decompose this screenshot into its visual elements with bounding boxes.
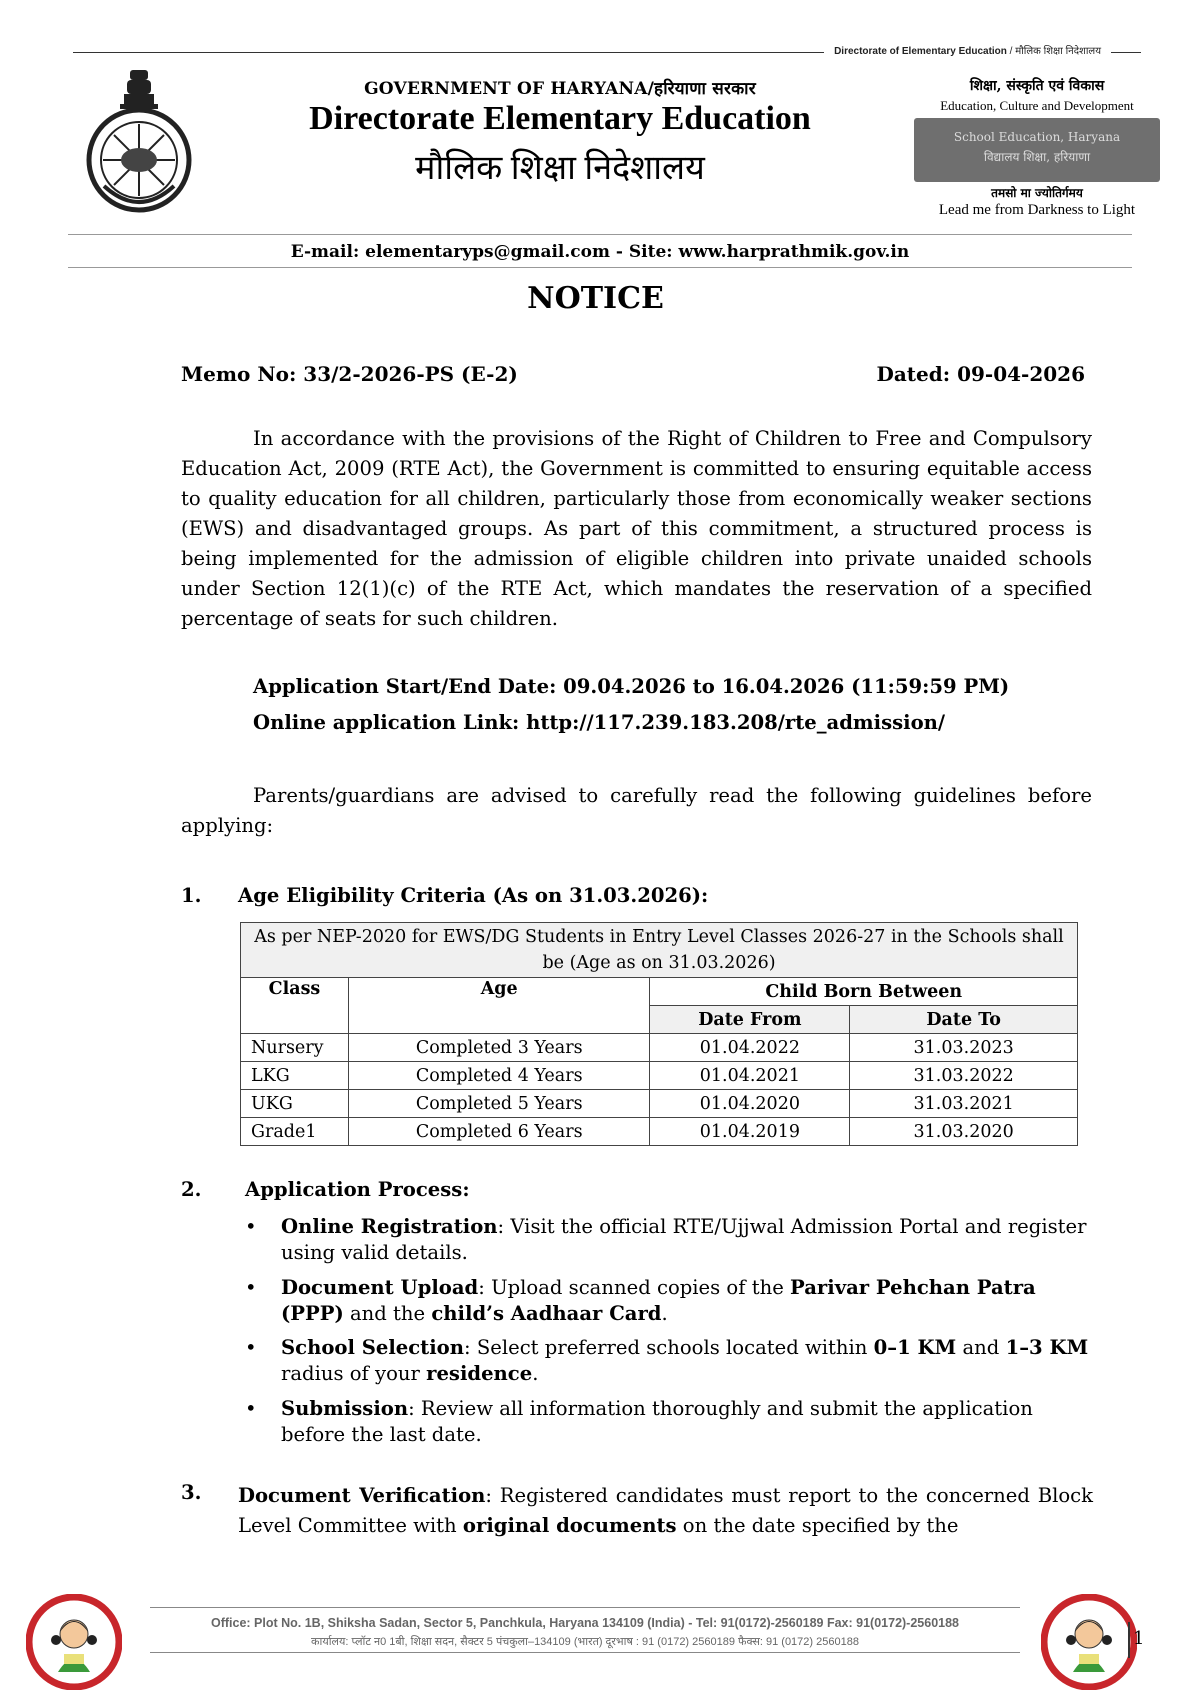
table-row: [241, 1062, 1078, 1090]
table-row: [241, 1118, 1078, 1146]
mascot-girl-icon: [1041, 1594, 1137, 1690]
notice-title: NOTICE: [527, 281, 664, 316]
cell-date-to: 31.03.2021: [850, 1090, 1078, 1118]
cell-date-from: 01.04.2021: [650, 1062, 850, 1090]
mascot-girl-icon: [26, 1594, 122, 1690]
table-header-row: [241, 978, 1078, 1006]
logo-motto-english: Lead me from Darkness to Light: [938, 202, 1136, 218]
cell-class: UKG: [241, 1090, 349, 1118]
memo-date: Dated: 09-04-2026: [876, 362, 1085, 386]
directorate-title-en: Directorate Elementary Education: [309, 100, 811, 137]
page-number-bar: [1128, 1622, 1130, 1658]
haryana-emblem-icon: [84, 68, 194, 213]
table-caption-row: [241, 923, 1078, 978]
footer-address-hi: कार्यालय: प्लॉट न0 1बी, शिक्षा सदन, सैक्टर 5 पंचकुला–134109 (भारत) दूरभाष : 91 (0172) 2560189 फैक्स: 91 (0172) 2560188: [311, 1636, 859, 1648]
application-dates: Application Start/End Date: 09.04.2026 to 16.04.2026 (11:59:59 PM): [253, 675, 1010, 698]
cell-age: Completed 6 Years: [348, 1118, 650, 1146]
footer-address-en: Office: Plot No. 1B, Shiksha Sadan, Sector 5, Panchkula, Haryana 134109 (India) - Tel: 91(0172)-2560189 Fax: 91(0172)-2560188: [210, 1616, 960, 1630]
logo-banner-en: School Education, Haryana: [953, 130, 1121, 144]
logo-banner: [914, 118, 1160, 182]
section-1-number: 1.: [181, 884, 202, 907]
section-2-title: Application Process:: [245, 1178, 470, 1201]
cell-age: Completed 3 Years: [348, 1034, 650, 1062]
header-child-born-between: Child Born Between: [650, 978, 1078, 1006]
header-date-from: Date From: [650, 1006, 850, 1034]
list-item: • School Selection: Select preferred schools located within 0–1 KM and 1–3 KM radius of your residence.: [245, 1335, 1095, 1387]
section-3-paragraph: Document Verification: Registered candidates must report to the concerned Block Level Committee with original documents on the date specified by the: [238, 1484, 1094, 1537]
footer-divider-top: [150, 1607, 1020, 1608]
cell-class: LKG: [241, 1062, 349, 1090]
cell-date-to: 31.03.2023: [850, 1034, 1078, 1062]
section-1-title: Age Eligibility Criteria (As on 31.03.2026):: [238, 884, 709, 907]
top-header-label: Directorate of Elementary Education / मौलिक शिक्षा निदेशालय: [824, 43, 1111, 57]
cell-date-from: 01.04.2020: [650, 1090, 850, 1118]
table-row: [241, 1034, 1078, 1062]
government-line: GOVERNMENT OF HARYANA/हरियाणा सरकार: [364, 79, 756, 99]
table-row: [241, 1090, 1078, 1118]
header-class: Class: [241, 978, 349, 1034]
table-caption: As per NEP-2020 for EWS/DG Students in Entry Level Classes 2026-27 in the Schools shall be (Age as on 31.03.2026): [241, 923, 1078, 978]
cell-date-from: 01.04.2019: [650, 1118, 850, 1146]
advice-paragraph: Parents/guardians are advised to carefully read the following guidelines before applying:: [181, 784, 1092, 837]
list-item: • Online Registration: Visit the official RTE/Ujjwal Admission Portal and register using valid details.: [245, 1214, 1095, 1266]
list-item: • Document Upload: Upload scanned copies of the Parivar Pehchan Patra (PPP) and the child’s Aadhaar Card.: [245, 1275, 1095, 1327]
logo-line-hindi: शिक्षा, संस्कृति एवं विकास: [969, 78, 1105, 94]
logo-line-english: Education, Culture and Development: [940, 98, 1134, 113]
age-eligibility-table: [240, 922, 1078, 1146]
directorate-title-hi: मौलिक शिक्षा निदेशालय: [415, 150, 705, 187]
logo-motto-hindi: तमसो मा ज्योतिर्गमय: [991, 186, 1083, 200]
intro-paragraph: In accordance with the provisions of the Right of Children to Free and Compulsory Education Act, 2009 (RTE Act), the Government is committed to ensuring equitable access to quality education for all children, particularly those from economically weaker sections (EWS) and disadvantaged groups. As part of this commitment, a structured process is being implemented for the admission of eligible children into private unaided schools under Section 12(1)(c) of the RTE Act, which mandates the reservation of a specified percentage of seats for such children.: [181, 427, 1092, 630]
header-age: Age: [348, 978, 650, 1034]
header-divider-bottom: [68, 267, 1132, 268]
page-number: 1: [1133, 1628, 1145, 1649]
logo-banner-hi: विद्यालय शिक्षा, हरियाणा: [983, 150, 1091, 164]
footer-divider-bottom: [150, 1652, 1020, 1653]
contact-line: E-mail: elementaryps@gmail.com - Site: www.harprathmik.gov.in: [290, 242, 910, 262]
header-date-to: Date To: [850, 1006, 1078, 1034]
cell-date-to: 31.03.2020: [850, 1118, 1078, 1146]
list-item: • Submission: Review all information thoroughly and submit the application before the last date.: [245, 1396, 1095, 1448]
application-process-list: [245, 1214, 1095, 1456]
cell-class: Nursery: [241, 1034, 349, 1062]
section-3-number: 3.: [181, 1481, 202, 1504]
section-2-number: 2.: [181, 1178, 202, 1201]
header-divider-top: [68, 234, 1132, 235]
cell-age: Completed 4 Years: [348, 1062, 650, 1090]
cell-age: Completed 5 Years: [348, 1090, 650, 1118]
cell-date-to: 31.03.2022: [850, 1062, 1078, 1090]
cell-class: Grade1: [241, 1118, 349, 1146]
memo-number: Memo No: 33/2-2026-PS (E-2): [181, 362, 518, 386]
school-education-logo-icon: [912, 76, 1162, 224]
cell-date-from: 01.04.2022: [650, 1034, 850, 1062]
application-link[interactable]: Online application Link: http://117.239.183.208/rte_admission/: [253, 711, 946, 734]
